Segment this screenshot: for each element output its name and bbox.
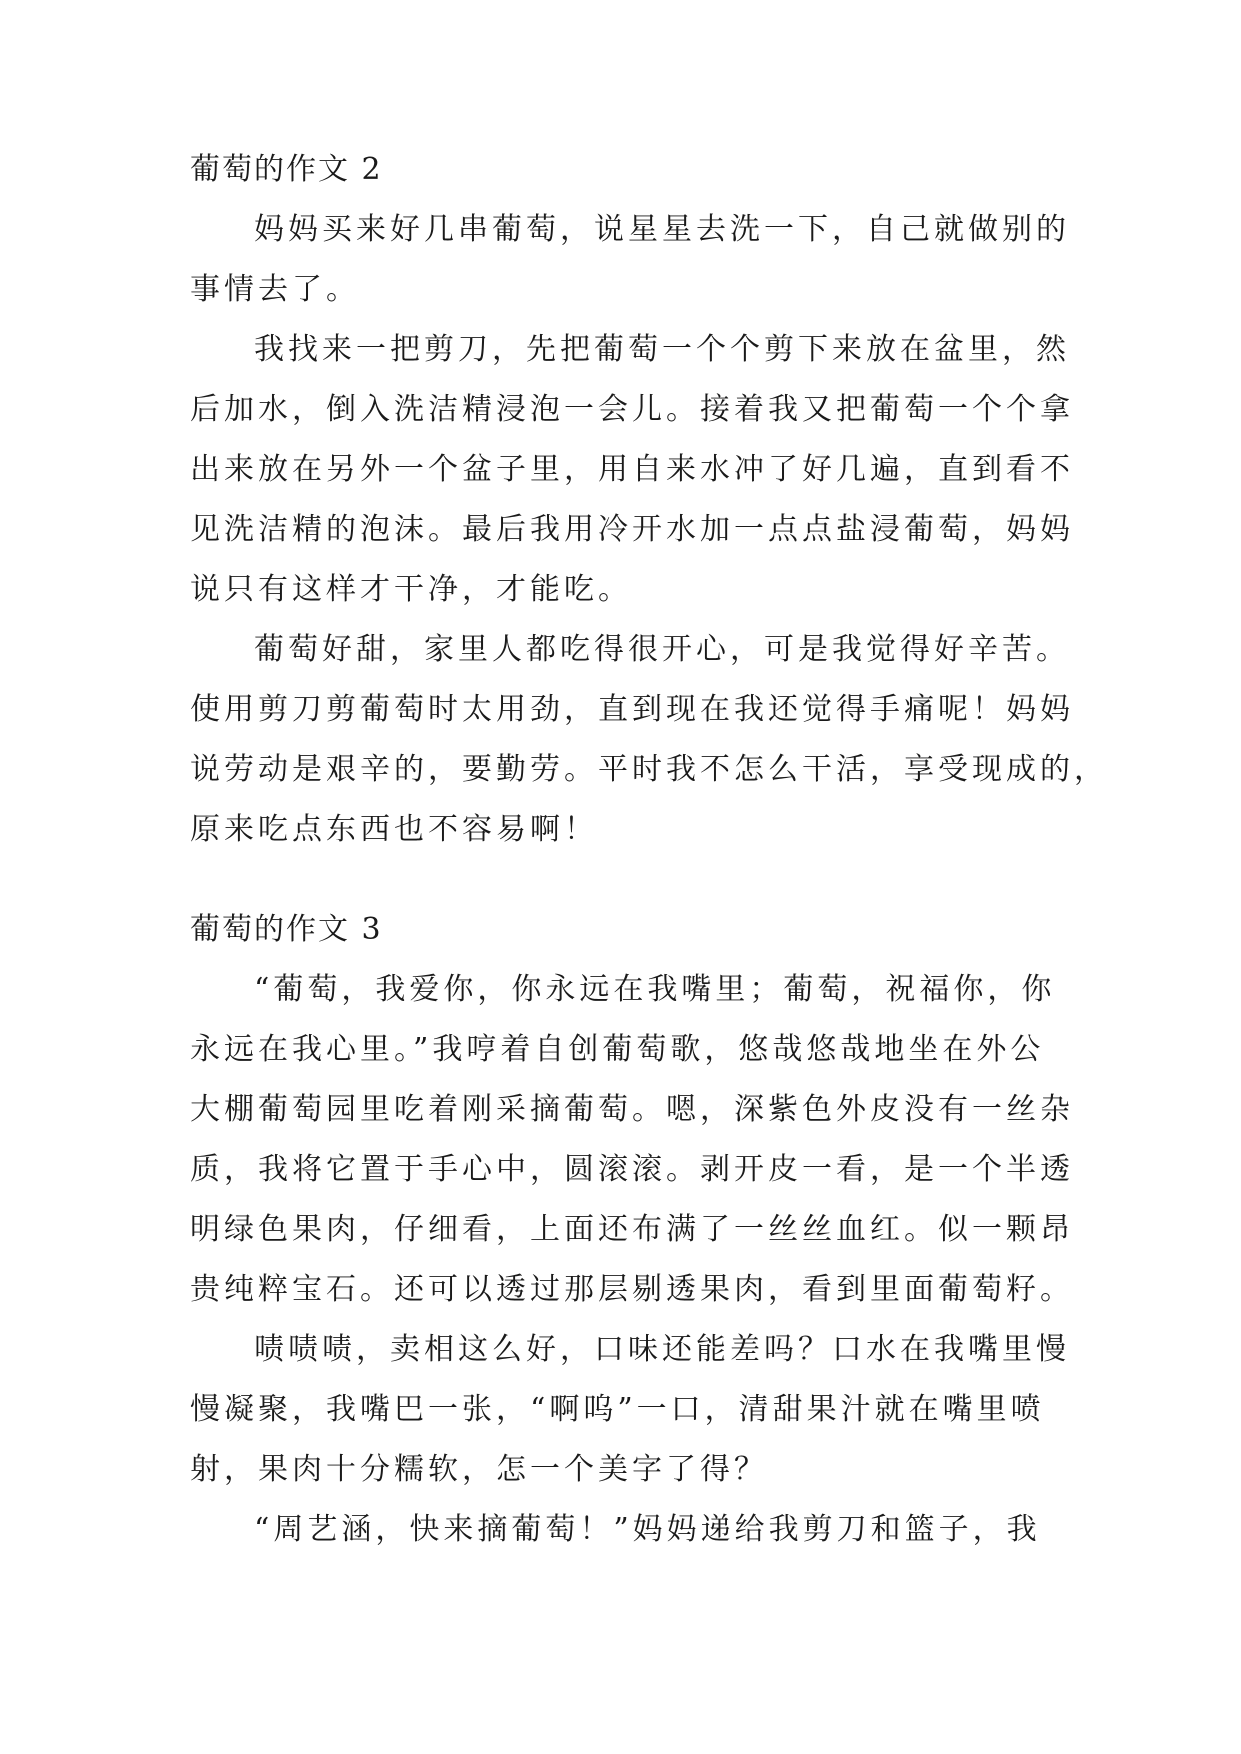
essay-section [190,140,1108,860]
paragraph-line: “周艺涵，快来摘葡萄！”妈妈递给我剪刀和篮子，我 [254,1512,1041,1547]
paragraph-line: 明绿色果肉，仔细看，上面还布满了一丝丝血红。似一颗昂 [190,1212,1074,1247]
paragraph-line: 慢凝聚，我嘴巴一张，“啊呜”一口，清甜果汁就在嘴里喷 [190,1392,1045,1427]
paragraph-line: 葡萄好甜，家里人都吃得很开心，可是我觉得好辛苦。 [254,632,1070,667]
essay-title: 葡萄的作文 3 [190,912,383,947]
paragraph-line: “葡萄，我爱你，你永远在我嘴里；葡萄，祝福你，你 [254,972,1056,1007]
paragraph-line: 说劳动是艰辛的，要勤劳。平时我不怎么干活，享受现成的， [190,752,1108,787]
paragraph-line: 事情去了。 [190,272,360,307]
paragraph-line: 原来吃点东西也不容易啊！ [190,812,598,847]
paragraph-line: 质，我将它置于手心中，圆滚滚。剥开皮一看，是一个半透 [190,1152,1074,1187]
paragraph-line: 射，果肉十分糯软，怎一个美字了得？ [190,1452,768,1487]
paragraph-line: 贵纯粹宝石。还可以透过那层剔透果肉，看到里面葡萄籽。 [190,1272,1074,1307]
paragraph-line: 说只有这样才干净，才能吃。 [190,572,632,607]
paragraph-line: 后加水，倒入洗洁精浸泡一会儿。接着我又把葡萄一个个拿 [190,392,1074,427]
paragraph-line: 大棚葡萄园里吃着刚采摘葡萄。嗯，深紫色外皮没有一丝杂 [190,1092,1074,1127]
paragraph-line: 啧啧啧，卖相这么好，口味还能差吗？口水在我嘴里慢 [254,1332,1070,1367]
paragraph-line: 使用剪刀剪葡萄时太用劲，直到现在我还觉得手痛呢！妈妈 [190,692,1074,727]
essay-section [190,900,1074,1560]
paragraph-line: 出来放在另外一个盆子里，用自来水冲了好几遍，直到看不 [190,452,1074,487]
essay-title: 葡萄的作文 2 [190,152,383,187]
paragraph-line: 我找来一把剪刀，先把葡萄一个个剪下来放在盆里，然 [254,332,1070,367]
paragraph-line: 妈妈买来好几串葡萄，说星星去洗一下，自己就做别的 [254,212,1070,247]
paragraph-line: 见洗洁精的泡沫。最后我用冷开水加一点点盐浸葡萄，妈妈 [190,512,1074,547]
paragraph-line: 永远在我心里。”我哼着自创葡萄歌，悠哉悠哉地坐在外公 [190,1032,1045,1067]
